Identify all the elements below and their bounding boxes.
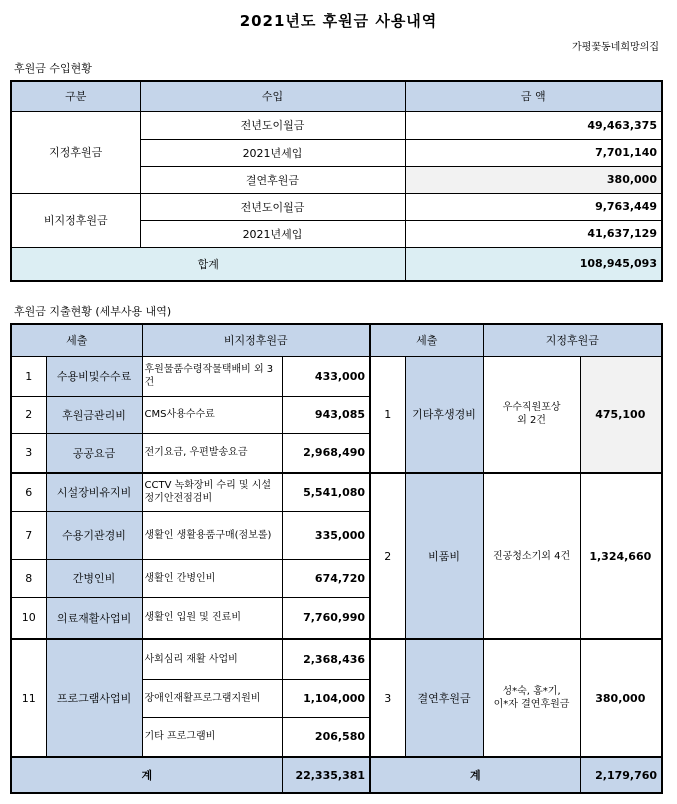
expense-no: 7	[11, 511, 46, 559]
expense-no: 3	[11, 433, 46, 473]
income-section-title: 후원금 수입현황	[14, 62, 92, 75]
designated-amount: 380,000	[580, 639, 662, 757]
expense-desc: CCTV 녹화장비 수리 및 시설정기안전점검비	[142, 473, 282, 511]
income-amount: 41,637,129	[405, 220, 662, 247]
header-left-expense: 세출	[11, 324, 142, 356]
expense-desc: 장애인재활프로그램지원비	[142, 679, 282, 717]
designated-desc-line2: 외 2건	[517, 415, 546, 427]
header-category: 구분	[11, 81, 140, 111]
expense-category: 수용비및수수료	[46, 356, 142, 396]
designated-desc	[483, 356, 580, 473]
income-total-amount: 108,945,093	[405, 247, 662, 281]
designated-no: 2	[370, 473, 405, 639]
expense-desc: 기타 프로그램비	[142, 717, 282, 757]
expense-amount: 433,000	[282, 356, 370, 396]
left-total-amount: 22,335,381	[282, 757, 370, 793]
left-total-label: 계	[11, 757, 282, 793]
expense-section-title: 후원금 지출현황 (세부사용 내역)	[14, 305, 172, 318]
designated-desc	[483, 639, 580, 757]
income-header-row	[11, 81, 662, 111]
designated-desc: 진공청소기외 4건	[483, 473, 580, 639]
designated-amount: 475,100	[580, 356, 662, 473]
designated-desc-line1: 성*숙, 홍*기,	[502, 686, 561, 697]
expense-desc: 전기요금, 우편발송요금	[142, 433, 282, 473]
organization-name: 가평꽃동네희망의집	[572, 42, 659, 53]
right-total-amount: 2,179,760	[580, 757, 662, 793]
expense-amount: 5,541,080	[282, 473, 370, 511]
income-total-label: 합계	[11, 247, 405, 281]
income-item: 전년도이월금	[140, 193, 405, 220]
expense-category: 후원금관리비	[46, 396, 142, 433]
header-amount: 금 액	[405, 81, 662, 111]
income-amount: 9,763,449	[405, 193, 662, 220]
expense-category: 프로그램사업비	[46, 639, 142, 757]
designated-category: 비품비	[405, 473, 483, 639]
expense-desc: 생활인 간병인비	[142, 559, 282, 597]
header-designated: 지정후원금	[483, 324, 662, 356]
expense-amount: 7,760,990	[282, 597, 370, 639]
designated-no: 1	[370, 356, 405, 473]
expense-no: 1	[11, 356, 46, 396]
income-group-undesignated: 비지정후원금	[11, 193, 140, 247]
designated-desc-line2: 이*자 결연후원금	[493, 699, 570, 710]
designated-category: 결연후원금	[405, 639, 483, 757]
expense-desc: 사회심리 재활 사업비	[142, 639, 282, 679]
income-amount: 49,463,375	[405, 111, 662, 139]
expense-amount: 674,720	[282, 559, 370, 597]
expense-amount: 335,000	[282, 511, 370, 559]
expense-desc: CMS사용수수료	[142, 396, 282, 433]
expense-desc: 생활인 생활용품구매(점보롤)	[142, 511, 282, 559]
expense-category: 수용기관경비	[46, 511, 142, 559]
expense-amount: 943,085	[282, 396, 370, 433]
designated-amount: 1,324,660	[580, 473, 662, 639]
designated-desc-line1: 우수직원포상	[502, 402, 561, 414]
income-group-designated: 지정후원금	[11, 111, 140, 193]
table-row	[11, 639, 662, 679]
income-item: 결연후원금	[140, 166, 405, 193]
expense-category: 의료재활사업비	[46, 597, 142, 639]
table-row	[11, 356, 662, 396]
expense-header-row	[11, 324, 662, 356]
income-item: 2021년세입	[140, 139, 405, 166]
table-row	[11, 473, 662, 511]
income-amount: 380,000	[405, 166, 662, 193]
right-total-label: 계	[370, 757, 580, 793]
table-row	[11, 193, 662, 220]
expense-category: 시설장비유지비	[46, 473, 142, 511]
expense-no: 6	[11, 473, 46, 511]
income-total-row	[11, 247, 662, 281]
table-row	[11, 111, 662, 139]
expense-category: 공공요금	[46, 433, 142, 473]
expense-no: 2	[11, 396, 46, 433]
income-table	[10, 80, 663, 282]
expense-category: 간병인비	[46, 559, 142, 597]
income-item: 2021년세입	[140, 220, 405, 247]
expense-desc: 후원물품수령작물택배비 외 3건	[142, 356, 282, 396]
designated-category: 기타후생경비	[405, 356, 483, 473]
expense-no: 11	[11, 639, 46, 757]
expense-no: 10	[11, 597, 46, 639]
expense-total-row	[11, 757, 662, 793]
expense-amount: 2,968,490	[282, 433, 370, 473]
income-amount: 7,701,140	[405, 139, 662, 166]
expense-desc: 생활인 입원 및 진료비	[142, 597, 282, 639]
header-undesignated: 비지정후원금	[142, 324, 370, 356]
expense-no: 8	[11, 559, 46, 597]
expense-amount: 2,368,436	[282, 639, 370, 679]
header-right-expense: 세출	[370, 324, 483, 356]
expense-table	[10, 323, 663, 794]
income-item: 전년도이월금	[140, 111, 405, 139]
designated-no: 3	[370, 639, 405, 757]
header-income: 수입	[140, 81, 405, 111]
expense-amount: 206,580	[282, 717, 370, 757]
expense-amount: 1,104,000	[282, 679, 370, 717]
page-title: 2021년도 후원금 사용내역	[239, 12, 438, 30]
